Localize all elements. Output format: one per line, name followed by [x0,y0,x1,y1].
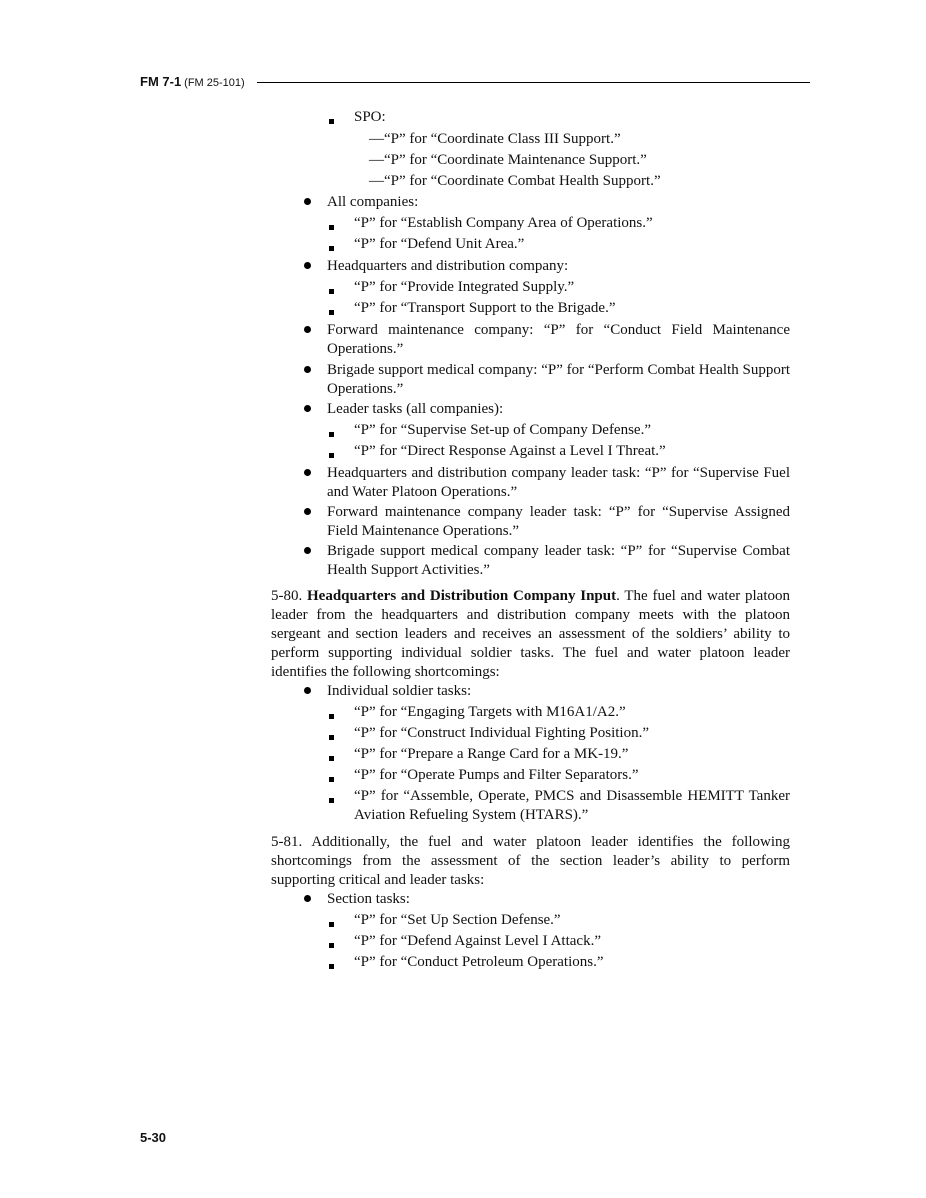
bsm-leader-task: Brigade support medical company leader task: “P” for “Supervise Combat Health Support Activities.” [327,543,790,578]
round-bullet-icon [304,895,311,902]
round-bullet-icon [304,366,311,373]
fm-leader-task: Forward maintenance company leader task: “P” for “Supervise Assigned Field Maintenance Operations.” [327,504,790,539]
paragraph-text: . The fuel and water platoon leader from the headquarters and distribution company meets with the platoon sergeant and section leaders and receives an assessment of the soldiers’ ability to perform supporting individual soldier tasks. The fuel and water platoon leader identifies the following shortcomings: [271,588,791,680]
page-header [140,73,810,93]
square-bullet-icon [329,964,334,969]
square-bullet-icon [329,756,334,761]
round-bullet-icon [304,687,311,694]
forward-maintenance-item: Forward maintenance company: “P” for “Conduct Field Maintenance Operations.” [327,322,790,357]
all-companies-label: All companies: [327,194,419,210]
paragraph-number: 5-81. [271,834,303,850]
manual-number: FM 7-1 [140,74,182,89]
square-bullet-icon [329,922,334,927]
list-item: “P” for “Defend Against Level I Attack.” [354,933,601,949]
round-bullet-icon [304,547,311,554]
list-item: “P” for “Transport Support to the Brigade.” [354,300,616,316]
list-item: “P” for “Prepare a Range Card for a MK-19.” [354,746,629,762]
list-item: “P” for “Construct Individual Fighting Position.” [354,725,649,741]
spo-item: —“P” for “Coordinate Class III Support.” [369,131,621,147]
list-item: “P” for “Establish Company Area of Operations.” [354,215,653,231]
list-item: “P” for “Conduct Petroleum Operations.” [354,954,604,970]
square-bullet-icon [329,225,334,230]
square-bullet-icon [329,246,334,251]
header-rule [257,82,810,83]
round-bullet-icon [304,262,311,269]
brigade-medical-item: Brigade support medical company: “P” for “Perform Combat Health Support Operations.” [327,362,790,397]
individual-tasks-label: Individual soldier tasks: [327,683,472,699]
round-bullet-icon [304,405,311,412]
square-bullet-icon [329,714,334,719]
list-item: “P” for “Set Up Section Defense.” [354,912,561,928]
list-item: “P” for “Direct Response Against a Level I Threat.” [354,443,666,459]
list-item: “P” for “Defend Unit Area.” [354,236,525,252]
manual-alt-number: (FM 25-101) [184,77,245,89]
square-bullet-icon [329,119,334,124]
spo-item: —“P” for “Coordinate Combat Health Support.” [369,173,661,189]
paragraph-5-80 [271,587,790,682]
round-bullet-icon [304,326,311,333]
page-number: 5-30 [140,1130,167,1145]
spo-label: SPO: [354,109,386,125]
square-bullet-icon [329,735,334,740]
leader-tasks-label: Leader tasks (all companies): [327,401,504,417]
square-bullet-icon [329,777,334,782]
square-bullet-icon [329,943,334,948]
list-item: “P” for “Provide Integrated Supply.” [354,279,575,295]
section-tasks-label: Section tasks: [327,891,410,907]
list-item: “P” for “Engaging Targets with M16A1/A2.” [354,704,626,720]
paragraph-number: 5-80. [271,588,303,604]
hq-company-label: Headquarters and distribution company: [327,258,569,274]
square-bullet-icon [329,453,334,458]
paragraph-text: Additionally, the fuel and water platoon leader identifies the following shortcomings from the assessment of the section leader’s ability to perform supporting critical and leader tasks: [271,834,790,888]
spo-item: —“P” for “Coordinate Maintenance Support.” [369,152,647,168]
list-item: “P” for “Operate Pumps and Filter Separators.” [354,767,639,783]
square-bullet-icon [329,432,334,437]
square-bullet-icon [329,798,334,803]
list-item: “P” for “Supervise Set-up of Company Defense.” [354,422,651,438]
hq-leader-task: Headquarters and distribution company leader task: “P” for “Supervise Fuel and Water Platoon Operations.” [327,465,790,500]
square-bullet-icon [329,289,334,294]
round-bullet-icon [304,469,311,476]
paragraph-5-81 [271,833,790,890]
round-bullet-icon [304,508,311,515]
square-bullet-icon [329,310,334,315]
list-item: “P” for “Assemble, Operate, PMCS and Disassemble HEMITT Tanker Aviation Refueling System (HTARS).” [354,788,790,823]
round-bullet-icon [304,198,311,205]
paragraph-heading: Headquarters and Distribution Company Input [307,588,617,604]
